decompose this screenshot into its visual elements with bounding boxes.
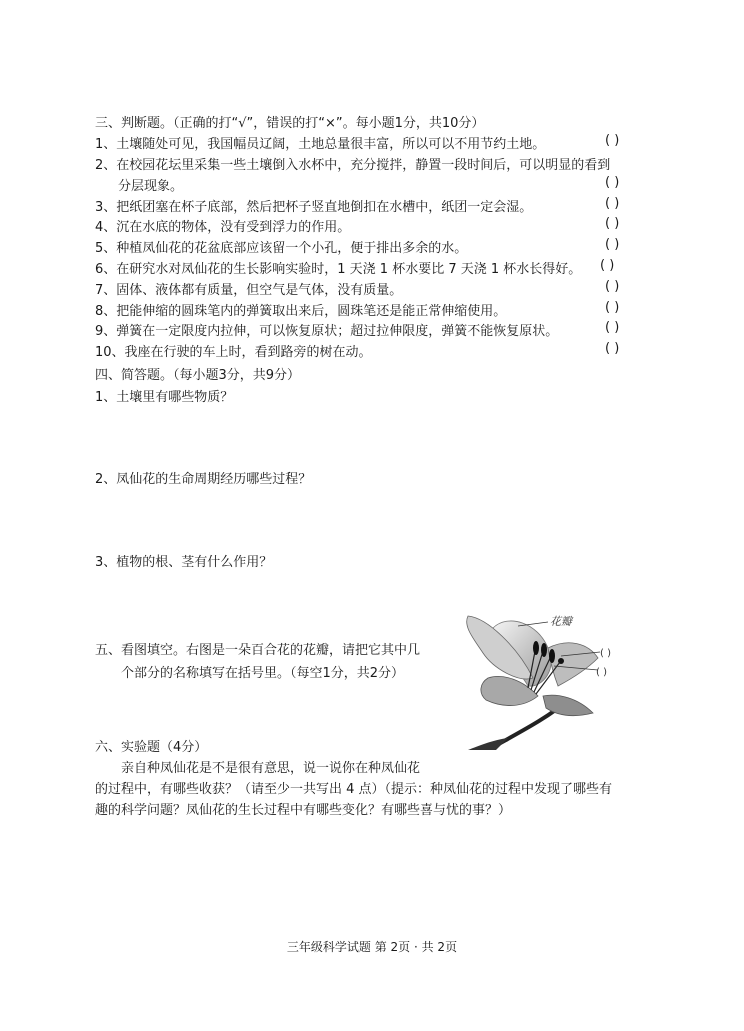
judge-item-1 [95,133,655,153]
section6-line1: 亲自种凤仙花是不是很有意思，说一说你在种凤仙花 [121,761,421,776]
answer-blank[interactable]: ( ) [605,341,620,356]
figure-blank-2[interactable]: ( ) [596,667,607,678]
judge-item-10 [95,341,655,361]
judge-item-5 [95,237,655,257]
leaf-shape [468,738,508,750]
answer-blank[interactable]: ( ) [605,196,620,211]
judge-item-text: 1、土壤随处可见，我国幅员辽阔，土地总量很丰富，所以可以不用节约土地。 [95,137,546,152]
section6-line2: 的过程中，有哪些收获？（请至少一共写出 4 点）（提示：种凤仙花的过程中发现了哪些有 [95,782,613,797]
short-question-2: 2、凤仙花的生命周期经历哪些过程？ [95,472,312,487]
judge-item-text-cont: 分层现象。 [118,179,184,194]
judge-item-text: 5、种植凤仙花的花盆底部应该留一个小孔，便于排出多余的水。 [95,241,468,256]
judge-item-text: 4、沉在水底的物体，没有受到浮力的作用。 [95,220,351,235]
anther-shape [533,641,539,655]
page-footer: 三年级科学试题 第 2页 · 共 2页 [286,940,458,954]
answer-blank[interactable]: ( ) [605,237,620,252]
answer-blank[interactable]: ( ) [605,279,620,294]
stigma-shape [558,658,564,664]
petal-shape [548,643,598,686]
answer-blank[interactable]: ( ) [600,258,615,273]
short-question-3: 3、植物的根、茎有什么作用？ [95,555,273,570]
anther-shape [549,649,555,663]
answer-blank[interactable]: ( ) [605,175,620,190]
judge-item-2-cont [118,175,678,195]
section5-line2: 个部分的名称填写在括号里。（每空1分，共2分） [121,666,405,681]
lily-figure [448,608,648,750]
section5-line1: 五、看图填空。右图是一朵百合花的花瓣，请把它其中几 [95,643,421,658]
section6-heading: 六、实验题（4分） [95,740,208,755]
anther-shape [541,643,547,657]
judge-item-text: 7、固体、液体都有质量，但空气是气体，没有质量。 [95,283,403,298]
judge-item-6 [95,258,655,278]
judge-item-text: 10、我座在行驶的车上时，看到路旁的树在动。 [95,345,372,360]
judge-item-text: 9、弹簧在一定限度内拉伸，可以恢复原状；超过拉伸限度，弹簧不能恢复原状。 [95,324,559,339]
section3-heading: 三、判断题。（正确的打“√”，错误的打“×”。每小题1分，共10分） [95,116,485,131]
section6-line3: 趣的科学问题？凤仙花的生长过程中有哪些变化？有哪些喜与忧的事？） [95,803,512,818]
judge-item-text: 8、把能伸缩的圆珠笔内的弹簧取出来后，圆珠笔还是能正常伸缩使用。 [95,304,507,319]
answer-blank[interactable]: ( ) [605,216,620,231]
judge-item-3 [95,196,655,216]
short-question-1: 1、土壤里有哪些物质？ [95,390,234,405]
judge-item-text: 2、在校园花坛里采集一些土壤倒入水杯中，充分搅拌，静置一段时间后，可以明显的看到 [95,158,611,173]
judge-item-4 [95,216,655,236]
judge-item-text: 3、把纸团塞在杯子底部，然后把杯子竖直地倒扣在水槽中，纸团一定会湿。 [95,200,533,215]
section4-heading: 四、简答题。（每小题3分，共9分） [95,368,301,383]
judge-item-7 [95,279,655,299]
answer-blank[interactable]: ( ) [605,133,620,148]
judge-item-text: 6、在研究水对凤仙花的生长影响实验时，1 天浇 1 杯水要比 7 天浇 1 杯水长得好。 [95,262,582,277]
judge-item-9 [95,320,655,340]
figure-label-petal: 花瓣 [550,615,572,628]
figure-blank-1[interactable]: ( ) [600,648,611,659]
judge-item-2 [95,154,655,174]
answer-blank[interactable]: ( ) [605,320,620,335]
judge-item-8 [95,300,655,320]
answer-blank[interactable]: ( ) [605,300,620,315]
